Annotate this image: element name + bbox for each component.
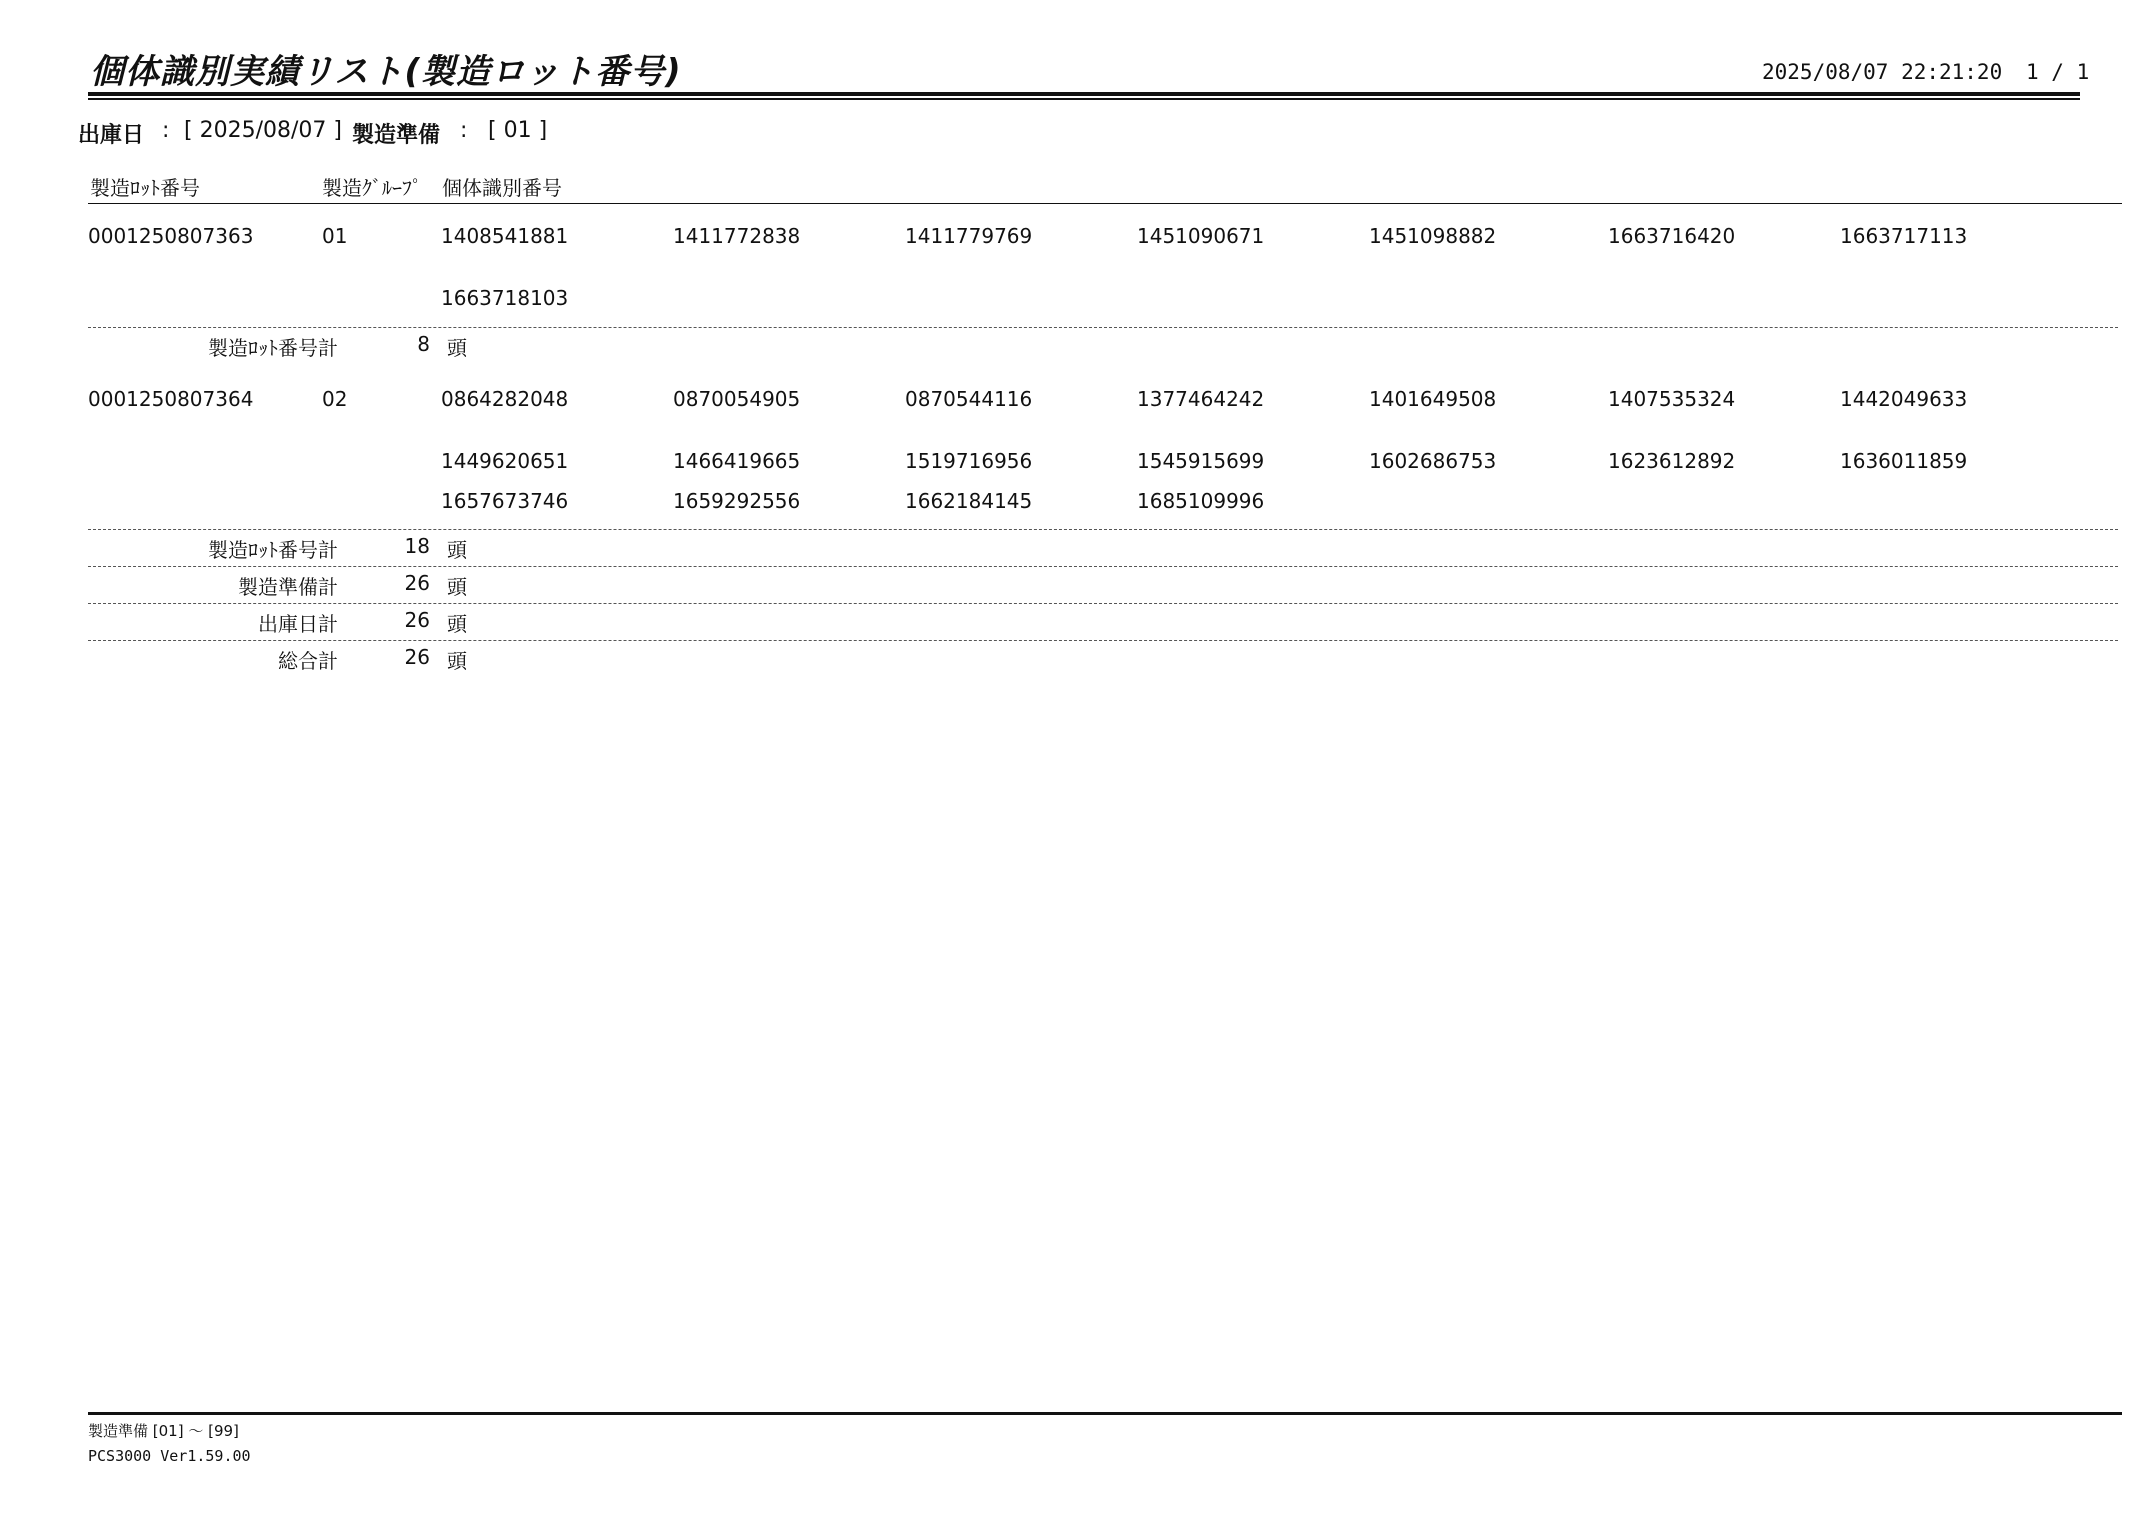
id-cell: 1451098882 (1369, 224, 1497, 248)
ship-date-label: 出庫日 (78, 123, 145, 148)
lot-subtotal-label: 製造ﾛｯﾄ番号計 (208, 336, 338, 360)
prep-total-count: 26 (404, 571, 430, 595)
id-cell: 1545915699 (1137, 449, 1265, 473)
id-cell: 1519716956 (905, 449, 1033, 473)
col-header-group: 製造ｸﾞﾙｰﾌﾟ (322, 176, 422, 200)
header-rule-thick (88, 92, 2080, 96)
dashed-divider (88, 566, 2118, 567)
grand-total-count: 26 (404, 645, 430, 669)
id-cell: 1401649508 (1369, 387, 1497, 411)
grand-total-label: 総合計 (278, 649, 338, 673)
id-cell: 1449620651 (441, 449, 569, 473)
lot-number: 0001250807364 (88, 387, 254, 411)
id-cell: 1623612892 (1608, 449, 1736, 473)
col-header-id: 個体識別番号 (442, 176, 562, 200)
id-cell: 1411772838 (673, 224, 801, 248)
id-cell: 1662184145 (905, 489, 1033, 513)
footer-rule (88, 1412, 2122, 1415)
lot-subtotal-unit: 頭 (447, 336, 467, 360)
prep-total-label: 製造準備計 (238, 575, 338, 599)
id-cell: 1659292556 (673, 489, 801, 513)
dashed-divider (88, 640, 2118, 641)
id-cell: 1377464242 (1137, 387, 1265, 411)
id-cell: 1466419665 (673, 449, 801, 473)
id-cell: 1411779769 (905, 224, 1033, 248)
prep-total-unit: 頭 (447, 575, 467, 599)
id-cell: 1451090671 (1137, 224, 1265, 248)
id-cell: 1657673746 (441, 489, 569, 513)
id-cell: 1602686753 (1369, 449, 1497, 473)
prep-label: 製造準備 (352, 123, 441, 148)
column-header-rule (88, 203, 2122, 204)
id-cell: 1636011859 (1840, 449, 1968, 473)
id-cell: 0870544116 (905, 387, 1033, 411)
ship-date-total-label: 出庫日計 (258, 612, 338, 636)
id-cell: 1663716420 (1608, 224, 1736, 248)
lot-subtotal-unit: 頭 (447, 538, 467, 562)
dashed-divider (88, 529, 2118, 530)
id-cell: 0864282048 (441, 387, 569, 411)
col-header-lot: 製造ﾛｯﾄ番号 (90, 176, 200, 200)
lot-subtotal-count: 8 (417, 332, 430, 356)
dashed-divider (88, 327, 2118, 328)
lot-number: 0001250807363 (88, 224, 254, 248)
report-title: 個体識別実績リスト(製造ロット番号) (90, 52, 682, 92)
prep-value: [ 01 ] (488, 118, 548, 143)
lot-group: 02 (322, 387, 348, 411)
ship-date-total-unit: 頭 (447, 612, 467, 636)
dashed-divider (88, 603, 2118, 604)
header-rule-thin (88, 98, 2080, 100)
footer-version: PCS3000 Ver1.59.00 (88, 1447, 251, 1465)
id-cell: 1408541881 (441, 224, 569, 248)
ship-date-sep: : (162, 118, 170, 143)
page-number: 1 / 1 (2026, 60, 2090, 84)
prep-sep: : (460, 118, 468, 143)
id-cell: 1663718103 (441, 286, 569, 310)
footer-range: 製造準備 [01] ～ [99] (88, 1422, 239, 1440)
id-cell: 1685109996 (1137, 489, 1265, 513)
lot-subtotal-count: 18 (404, 534, 430, 558)
id-cell: 1442049633 (1840, 387, 1968, 411)
grand-total-unit: 頭 (447, 649, 467, 673)
print-datetime: 2025/08/07 22:21:20 (1762, 60, 2003, 84)
ship-date-total-count: 26 (404, 608, 430, 632)
lot-group: 01 (322, 224, 348, 248)
id-cell: 1407535324 (1608, 387, 1736, 411)
lot-subtotal-label: 製造ﾛｯﾄ番号計 (208, 538, 338, 562)
ship-date-value: [ 2025/08/07 ] (184, 118, 342, 143)
id-cell: 0870054905 (673, 387, 801, 411)
id-cell: 1663717113 (1840, 224, 1968, 248)
